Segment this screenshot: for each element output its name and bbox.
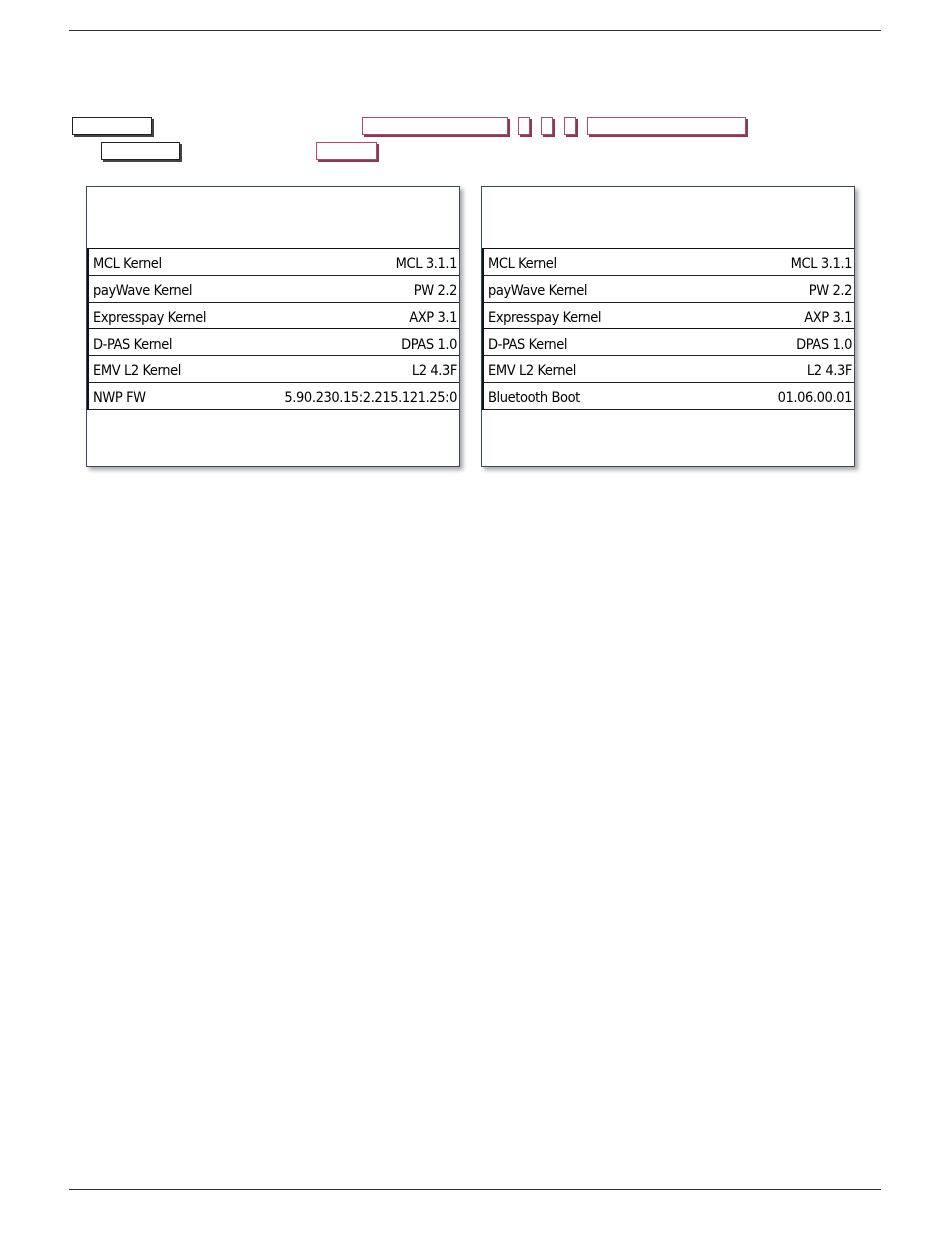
version-row: [482, 329, 854, 356]
version-row-label: Expresspay Kernel: [93, 309, 207, 326]
version-row-value: PW 2.2: [413, 283, 457, 300]
version-row-value: DPAS 1.0: [401, 336, 457, 353]
version-row-value: L2 4.3F: [411, 363, 457, 380]
version-row-label: D-PAS Kernel: [488, 336, 568, 353]
link-box-2[interactable]: [518, 117, 530, 135]
link-box-6[interactable]: [316, 142, 377, 160]
link-box-3[interactable]: [541, 117, 553, 135]
version-row: [482, 276, 854, 303]
version-row: [87, 276, 459, 303]
version-row-label: NWP FW: [93, 390, 146, 407]
link-box-4[interactable]: [564, 117, 576, 135]
version-row-label: payWave Kernel: [488, 283, 588, 300]
version-row: [87, 383, 459, 410]
version-row-label: Expresspay Kernel: [488, 309, 602, 326]
version-row: [87, 303, 459, 330]
version-row: [482, 249, 854, 276]
version-row-value: PW 2.2: [808, 283, 852, 300]
version-row-label: D-PAS Kernel: [93, 336, 173, 353]
version-row-label: MCL Kernel: [488, 256, 557, 273]
version-row-label: payWave Kernel: [93, 283, 193, 300]
version-row: [482, 356, 854, 383]
version-row: [87, 329, 459, 356]
version-list-left: [87, 248, 459, 410]
version-row-value: AXP 3.1: [409, 309, 457, 326]
version-row-label: EMV L2 Kernel: [488, 363, 576, 380]
version-row-value: MCL 3.1.1: [395, 256, 457, 273]
version-row-value: AXP 3.1: [804, 309, 852, 326]
version-row-value: MCL 3.1.1: [790, 256, 852, 273]
version-screen-right: [481, 186, 855, 467]
footer-rule: [69, 1189, 881, 1190]
version-screen-left: [86, 186, 460, 467]
key-box-1[interactable]: [72, 117, 152, 135]
header-rule: [69, 30, 881, 31]
version-row-value: DPAS 1.0: [796, 336, 852, 353]
version-list-right: [482, 248, 854, 410]
version-row-label: Bluetooth Boot: [488, 390, 580, 407]
version-row: [87, 249, 459, 276]
version-row: [482, 303, 854, 330]
version-row-value: 5.90.230.15:2.215.121.25:0: [284, 390, 457, 407]
key-box-2[interactable]: [101, 142, 180, 160]
version-row: [482, 383, 854, 410]
version-row-label: MCL Kernel: [93, 256, 162, 273]
version-row-value: L2 4.3F: [806, 363, 852, 380]
link-box-5[interactable]: [587, 117, 746, 135]
version-row-value: 01.06.00.01: [777, 390, 852, 407]
version-row-label: EMV L2 Kernel: [93, 363, 181, 380]
version-row: [87, 356, 459, 383]
link-box-1[interactable]: [362, 117, 508, 135]
